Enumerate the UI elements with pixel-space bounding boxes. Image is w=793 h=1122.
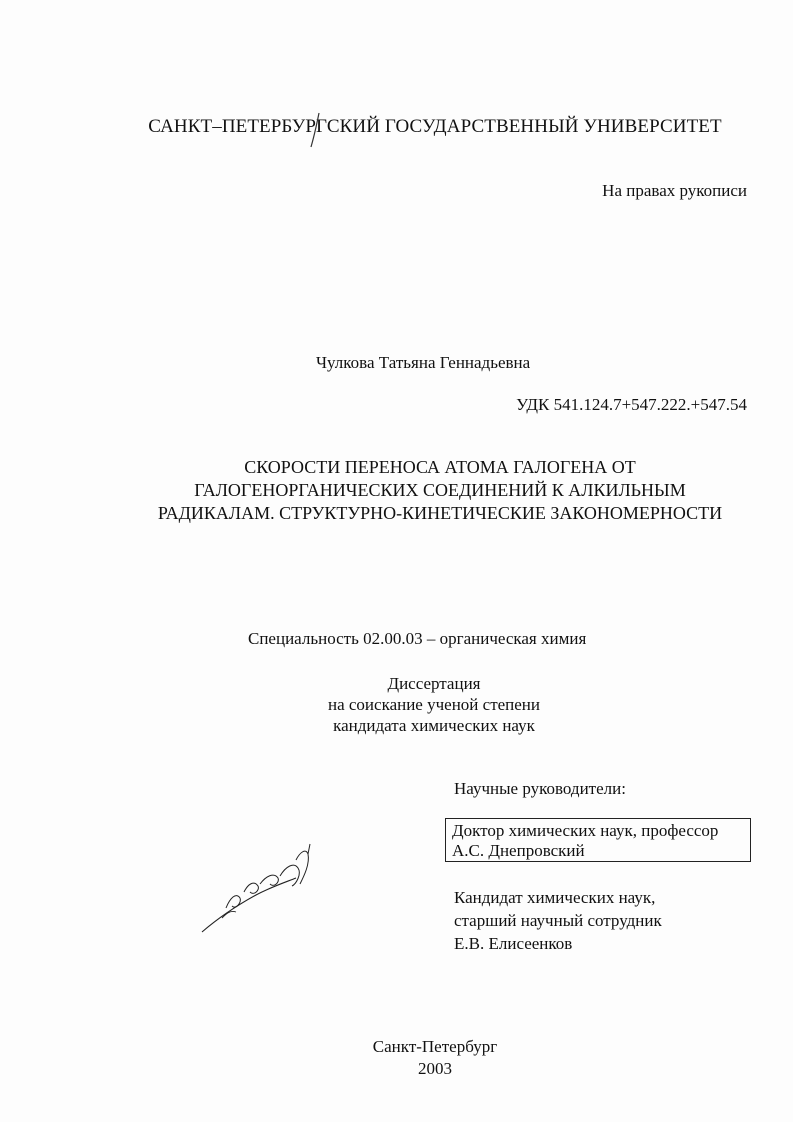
second-supervisor-line: Е.В. Елисеенков — [454, 934, 573, 953]
university-heading: САНКТ–ПЕТЕРБУРГСКИЙ ГОСУДАРСТВЕННЫЙ УНИВЕРСИТЕТ — [148, 116, 722, 137]
title-line: СКОРОСТИ ПЕРЕНОСА АТОМА ГАЛОГЕНА ОТ — [244, 457, 636, 477]
first-supervisor-degree: Доктор химических наук, профессор — [452, 821, 719, 840]
author-signature — [196, 840, 316, 940]
degree-line: на соискание ученой степени — [327, 695, 541, 714]
year: 2003 — [418, 1059, 452, 1078]
manuscript-note: На правах рукописи — [602, 181, 747, 200]
city: Санкт-Петербург — [372, 1037, 498, 1056]
supervisors-heading: Научные руководители: — [454, 779, 626, 798]
first-supervisor-name: А.С. Днепровский — [452, 841, 585, 860]
handwritten-slash-mark — [308, 111, 322, 149]
specialty: Специальность 02.00.03 – органическая химия — [248, 629, 587, 648]
second-supervisor-line: старший научный сотрудник — [454, 911, 662, 930]
title-line: РАДИКАЛАМ. СТРУКТУРНО-КИНЕТИЧЕСКИЕ ЗАКОНОМЕРНОСТИ — [157, 503, 723, 523]
first-supervisor-box — [445, 818, 751, 862]
second-supervisor — [454, 886, 662, 955]
degree-line: Диссертация — [387, 674, 481, 693]
dissertation-degree — [0, 673, 793, 736]
udk-code: УДК 541.124.7+547.222.+547.54 — [516, 395, 747, 414]
degree-line: кандидата химических наук — [333, 716, 535, 735]
author-name: Чулкова Татьяна Геннадьевна — [316, 353, 531, 372]
dissertation-title — [0, 456, 793, 525]
title-line: ГАЛОГЕНОРГАНИЧЕСКИХ СОЕДИНЕНИЙ К АЛКИЛЬНЫМ — [194, 480, 686, 500]
city-and-year — [0, 1036, 793, 1080]
second-supervisor-line: Кандидат химических наук, — [454, 888, 656, 907]
